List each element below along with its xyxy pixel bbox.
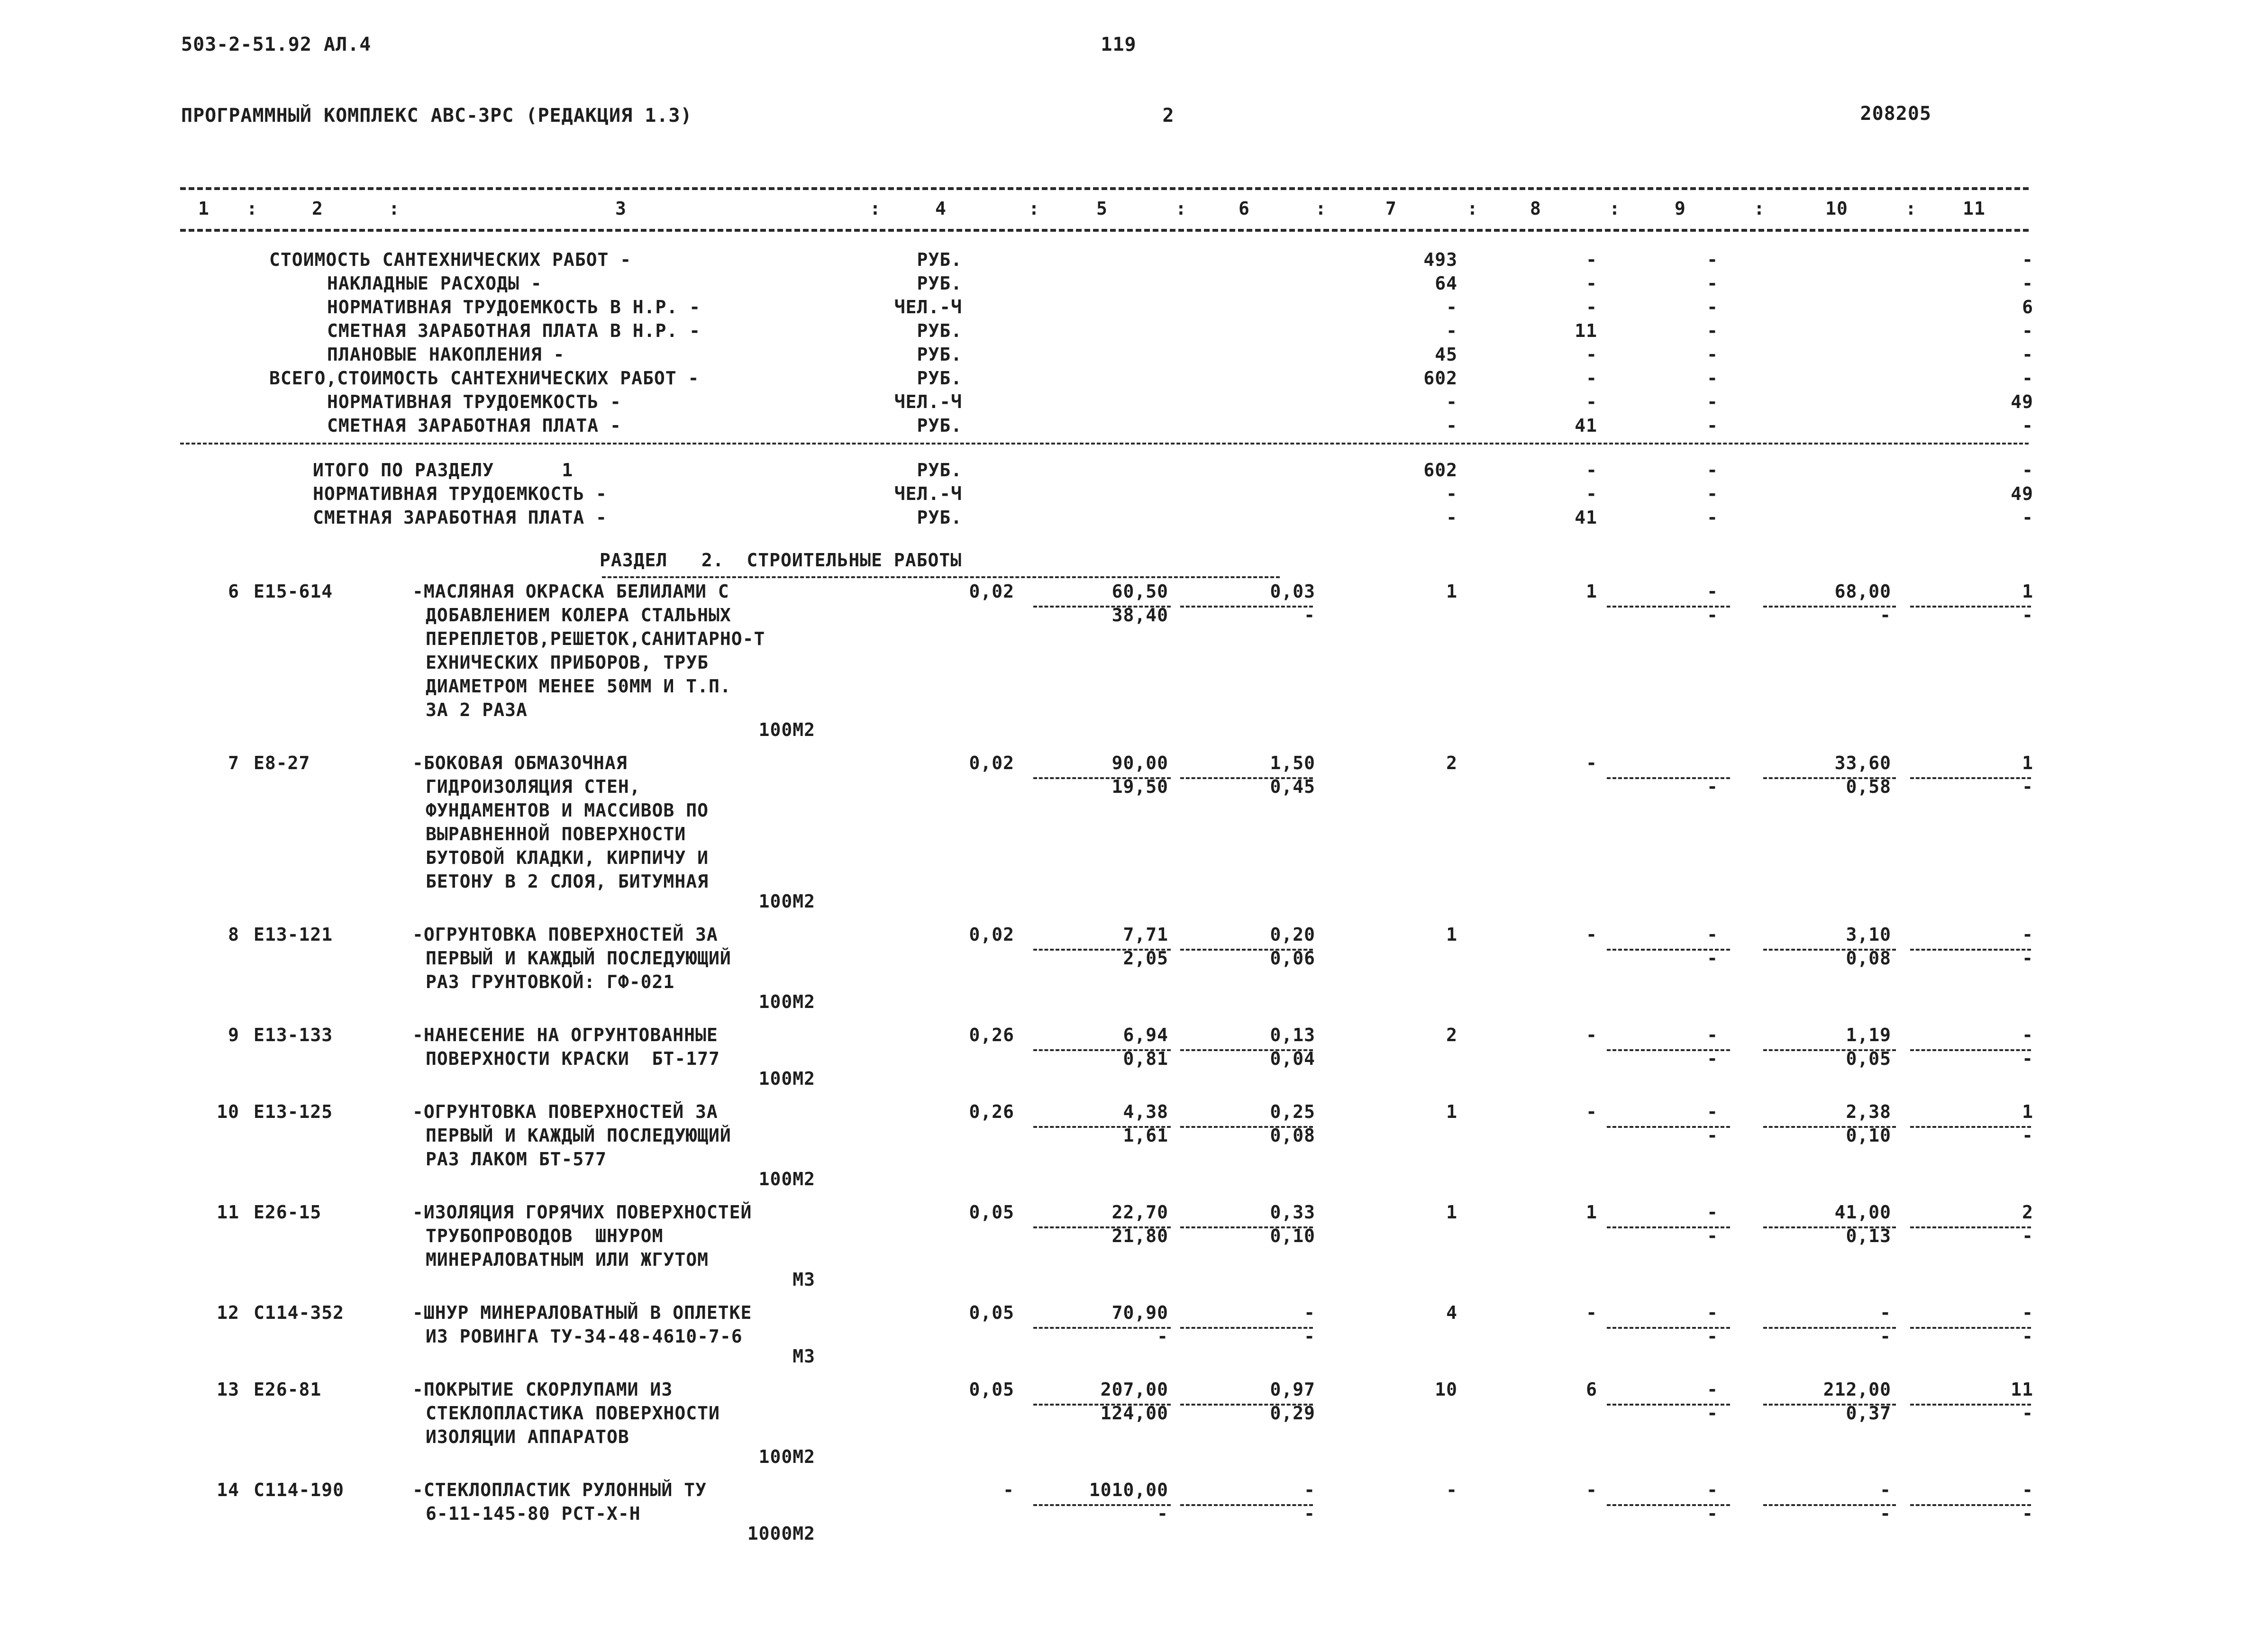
item-number: 6 [228,581,239,602]
column-header-9: 9 [1675,198,1686,219]
item-col5-top: 6,94 [1123,1025,1168,1045]
item-description: СТЕКЛОПЛАСТИКА ПОВЕРХНОСТИ [426,1403,720,1424]
item-col9-bottom: - [1707,1403,1718,1424]
total-col11: - [2022,460,2033,481]
summary-unit: РУБ. [917,415,962,436]
item-col10-top: - [1880,1302,1891,1323]
summary-col9: - [1707,249,1718,270]
summary-col11: - [2022,368,2033,389]
item-description: РАЗ ГРУНТОВКОЙ: ГФ-021 [426,971,675,992]
total-unit: РУБ. [917,507,962,528]
item-quantity: 0,26 [969,1025,1014,1045]
item-col6-top: 0,20 [1270,924,1315,945]
summary-unit: РУБ. [917,368,962,389]
column-header-5: 5 [1096,198,1108,219]
item-description: -НАНЕСЕНИЕ НА ОГРУНТОВАННЫЕ [412,1025,718,1045]
item-description: МИНЕРАЛОВАТНЫМ ИЛИ ЖГУТОМ [426,1249,709,1270]
item-col10-bottom: 0,13 [1846,1225,1891,1246]
item-col6-top: 0,03 [1270,581,1315,602]
item-col11-top: - [2022,1302,2033,1323]
item-col6-top: 0,33 [1270,1202,1315,1223]
item-col6-top: - [1304,1302,1315,1323]
item-col11-bottom: - [2022,1326,2033,1347]
item-col5-bottom: 19,50 [1111,776,1168,797]
item-col11-top: 1 [2022,753,2033,773]
item-col9-bottom: - [1707,776,1718,797]
item-col9-top: - [1707,581,1718,602]
item-col7: 10 [1435,1379,1457,1400]
item-col10-bottom: 0,08 [1846,948,1891,969]
summary-col9: - [1707,391,1718,412]
total-col9: - [1707,460,1718,481]
item-quantity: 0,02 [969,581,1014,602]
summary-col7: 493 [1423,249,1457,270]
summary-col9: - [1707,368,1718,389]
item-col7: 1 [1446,1101,1457,1122]
item-number: 9 [228,1025,239,1045]
summary-col11: - [2022,320,2033,341]
total-label: ИТОГО ПО РАЗДЕЛУ 1 [313,460,574,481]
column-separator: : [870,198,881,219]
item-col5-top: 70,90 [1111,1302,1168,1323]
item-description: -ОГРУНТОВКА ПОВЕРХНОСТЕЙ ЗА [412,924,718,945]
summary-col7: 602 [1423,368,1457,389]
summary-col8: - [1586,368,1597,389]
item-col10-top: 3,10 [1846,924,1891,945]
summary-col11: - [2022,273,2033,294]
summary-col7: - [1446,391,1457,412]
summary-col7: - [1446,320,1457,341]
item-description: ДОБАВЛЕНИЕМ КОЛЕРА СТАЛЬНЫХ [426,605,731,626]
item-col6-top: 0,97 [1270,1379,1315,1400]
total-unit: ЧЕЛ.-Ч [894,483,962,504]
item-unit: 1000М2 [747,1523,815,1544]
summary-unit: РУБ. [917,320,962,341]
item-unit: 100М2 [758,1169,815,1189]
total-col9: - [1707,483,1718,504]
item-col10-bottom: 0,37 [1846,1403,1891,1424]
summary-col7: - [1446,415,1457,436]
item-quantity: - [1003,1480,1014,1500]
item-number: 13 [217,1379,239,1400]
item-col5-top: 7,71 [1123,924,1168,945]
item-description: ТРУБОПРОВОДОВ ШНУРОМ [426,1225,664,1246]
item-code: С114-190 [254,1480,345,1500]
summary-col9: - [1707,415,1718,436]
item-code: Е8-27 [254,753,310,773]
item-col5-bottom: 2,05 [1123,948,1168,969]
item-col8: - [1586,1480,1597,1500]
item-col10-top: - [1880,1480,1891,1500]
item-unit: М3 [792,1269,815,1290]
item-description: ПЕРВЫЙ И КАЖДЫЙ ПОСЛЕДУЮЩИЙ [426,1125,731,1146]
summary-label: ВСЕГО,СТОИМОСТЬ САНТЕХНИЧЕСКИХ РАБОТ - [269,368,700,389]
column-header-1: 1 [198,198,209,219]
item-col5-top: 60,50 [1111,581,1168,602]
summary-col7: 64 [1435,273,1457,294]
item-col11-bottom: - [2022,1125,2033,1146]
column-separator: : [1609,198,1621,219]
total-label: СМЕТНАЯ ЗАРАБОТНАЯ ПЛАТА - [313,507,607,528]
summary-col11: 49 [2011,391,2033,412]
item-col11-bottom: - [2022,1503,2033,1524]
summary-label: СМЕТНАЯ ЗАРАБОТНАЯ ПЛАТА В Н.Р. - [327,320,701,341]
item-quantity: 0,02 [969,924,1014,945]
summary-label: ПЛАНОВЫЕ НАКОПЛЕНИЯ - [327,344,565,365]
item-col6-bottom: 0,06 [1270,948,1315,969]
item-unit: 100М2 [758,991,815,1012]
item-col9-top: - [1707,1025,1718,1045]
item-col10-top: 1,19 [1846,1025,1891,1045]
total-col9: - [1707,507,1718,528]
item-col10-bottom: 0,58 [1846,776,1891,797]
item-description: ЕХНИЧЕСКИХ ПРИБОРОВ, ТРУБ [426,652,709,673]
item-unit: 100М2 [758,891,815,912]
item-code: Е26-81 [254,1379,322,1400]
item-col8: - [1586,1025,1597,1045]
item-col11-top: 1 [2022,1101,2033,1122]
summary-label: СТОИМОСТЬ САНТЕХНИЧЕСКИХ РАБОТ - [269,249,632,270]
table-rule [180,187,2029,190]
item-col6-bottom: 0,29 [1270,1403,1315,1424]
item-col10-top: 68,00 [1834,581,1891,602]
cell-divider [602,576,1280,578]
item-col5-top: 22,70 [1111,1202,1168,1223]
item-col10-top: 41,00 [1834,1202,1891,1223]
column-header-11: 11 [1963,198,1986,219]
item-col6-bottom: 0,45 [1270,776,1315,797]
item-col10-bottom: - [1880,605,1891,626]
total-unit: РУБ. [917,460,962,481]
summary-col8: 41 [1575,415,1597,436]
total-col7: - [1446,507,1457,528]
item-col5-bottom: 0,81 [1123,1048,1168,1069]
item-col6-bottom: - [1304,1503,1315,1524]
item-col8: 6 [1586,1379,1597,1400]
item-description: БЕТОНУ В 2 СЛОЯ, БИТУМНАЯ [426,871,709,892]
item-col10-top: 2,38 [1846,1101,1891,1122]
item-description: БУТОВОЙ КЛАДКИ, КИРПИЧУ И [426,847,709,868]
item-col10-top: 33,60 [1834,753,1891,773]
summary-col9: - [1707,344,1718,365]
item-description: ПЕРВЫЙ И КАЖДЫЙ ПОСЛЕДУЮЩИЙ [426,948,731,969]
item-description: 6-11-145-80 РСТ-Х-Н [426,1503,641,1524]
total-col8: - [1586,483,1597,504]
item-col10-bottom: 0,05 [1846,1048,1891,1069]
summary-unit: ЧЕЛ.-Ч [894,297,962,318]
column-separator: : [1467,198,1478,219]
item-col9-bottom: - [1707,1225,1718,1246]
item-col9-bottom: - [1707,1048,1718,1069]
item-col10-top: 212,00 [1823,1379,1891,1400]
item-col6-top: - [1304,1480,1315,1500]
summary-col11: - [2022,344,2033,365]
table-rule [180,443,2029,445]
item-col11-top: - [2022,1025,2033,1045]
item-col5-bottom: - [1157,1503,1168,1524]
item-col11-bottom: - [2022,1403,2033,1424]
item-col9-top: - [1707,924,1718,945]
item-col5-bottom: 21,80 [1111,1225,1168,1246]
item-description: -ШНУР МИНЕРАЛОВАТНЫЙ В ОПЛЕТКЕ [412,1302,752,1323]
summary-label: НОРМАТИВНАЯ ТРУДОЕМКОСТЬ В Н.Р. - [327,297,701,318]
item-col6-bottom: - [1304,1326,1315,1347]
item-col7: 1 [1446,581,1457,602]
item-col11-bottom: - [2022,1048,2033,1069]
item-description: ГИДРОИЗОЛЯЦИЯ СТЕН, [426,776,641,797]
summary-label: СМЕТНАЯ ЗАРАБОТНАЯ ПЛАТА - [327,415,621,436]
item-quantity: 0,05 [969,1379,1014,1400]
item-col8: - [1586,1302,1597,1323]
summary-col7: 45 [1435,344,1457,365]
item-description: -ИЗОЛЯЦИЯ ГОРЯЧИХ ПОВЕРХНОСТЕЙ [412,1202,752,1223]
summary-unit: РУБ. [917,344,962,365]
item-col6-bottom: 0,04 [1270,1048,1315,1069]
item-col7: 4 [1446,1302,1457,1323]
total-col7: 602 [1423,460,1457,481]
summary-col11: - [2022,249,2033,270]
column-header-2: 2 [312,198,323,219]
item-description: -ПОКРЫТИЕ СКОРЛУПАМИ ИЗ [412,1379,673,1400]
item-col8: - [1586,1101,1597,1122]
summary-col8: - [1586,249,1597,270]
item-unit: М3 [792,1346,815,1367]
column-separator: : [246,198,258,219]
item-col9-top: - [1707,1202,1718,1223]
summary-col11: - [2022,415,2033,436]
item-col11-bottom: - [2022,1225,2033,1246]
summary-col8: - [1586,273,1597,294]
item-col11-top: - [2022,1480,2033,1500]
code-right: 208205 [1860,103,1931,125]
item-col6-bottom: - [1304,605,1315,626]
item-description: -БОКОВАЯ ОБМАЗОЧНАЯ [412,753,628,773]
total-col7: - [1446,483,1457,504]
total-col11: - [2022,507,2033,528]
item-col5-top: 207,00 [1100,1379,1168,1400]
item-col11-top: - [2022,924,2033,945]
item-description: -ОГРУНТОВКА ПОВЕРХНОСТЕЙ ЗА [412,1101,718,1122]
column-separator: : [1905,198,1917,219]
item-col10-bottom: 0,10 [1846,1125,1891,1146]
item-col9-top: - [1707,1302,1718,1323]
summary-label: НОРМАТИВНАЯ ТРУДОЕМКОСТЬ - [327,391,621,412]
summary-col8: - [1586,344,1597,365]
item-col8: 1 [1586,581,1597,602]
item-number: 14 [217,1480,239,1500]
item-col9-bottom: - [1707,1503,1718,1524]
summary-col11: 6 [2022,297,2033,318]
summary-unit: РУБ. [917,273,962,294]
column-header-7: 7 [1385,198,1397,219]
item-col6-bottom: 0,10 [1270,1225,1315,1246]
item-col7: 2 [1446,1025,1457,1045]
summary-unit: РУБ. [917,249,962,270]
item-quantity: 0,05 [969,1202,1014,1223]
table-rule [180,229,2029,232]
item-col7: 2 [1446,753,1457,773]
item-number: 7 [228,753,239,773]
total-col8: 41 [1575,507,1597,528]
item-col9-bottom: - [1707,948,1718,969]
item-col6-bottom: 0,08 [1270,1125,1315,1146]
item-col11-bottom: - [2022,948,2033,969]
item-col11-top: 11 [2011,1379,2033,1400]
item-code: Е13-133 [254,1025,333,1045]
summary-col8: - [1586,391,1597,412]
item-unit: 100М2 [758,1068,815,1089]
item-description: РАЗ ЛАКОМ БТ-577 [426,1149,607,1170]
item-col9-bottom: - [1707,605,1718,626]
total-col8: - [1586,460,1597,481]
item-col5-top: 1010,00 [1089,1480,1168,1500]
item-col5-bottom: - [1157,1326,1168,1347]
item-description: ПЕРЕПЛЕТОВ,РЕШЕТОК,САНИТАРНО-Т [426,628,765,649]
item-quantity: 0,02 [969,753,1014,773]
total-label: НОРМАТИВНАЯ ТРУДОЕМКОСТЬ - [313,483,607,504]
item-code: Е13-125 [254,1101,333,1122]
item-col7: 1 [1446,924,1457,945]
item-code: С114-352 [254,1302,345,1323]
column-header-6: 6 [1239,198,1250,219]
item-col5-top: 90,00 [1111,753,1168,773]
item-col9-bottom: - [1707,1125,1718,1146]
summary-col7: - [1446,297,1457,318]
item-col11-bottom: - [2022,776,2033,797]
summary-col8: - [1586,297,1597,318]
item-col7: - [1446,1480,1457,1500]
item-description: ИЗ РОВИНГА ТУ-34-48-4610-7-6 [426,1326,743,1347]
summary-col9: - [1707,320,1718,341]
item-col5-bottom: 1,61 [1123,1125,1168,1146]
summary-col8: 11 [1575,320,1597,341]
item-description: ЗА 2 РАЗА [426,699,528,720]
item-col5-bottom: 38,40 [1111,605,1168,626]
item-unit: 100М2 [758,1446,815,1467]
item-code: Е26-15 [254,1202,322,1223]
summary-label: НАКЛАДНЫЕ РАСХОДЫ - [327,273,542,294]
item-quantity: 0,05 [969,1302,1014,1323]
item-col9-top: - [1707,1480,1718,1500]
item-description: ПОВЕРХНОСТИ КРАСКИ БТ-177 [426,1048,720,1069]
item-quantity: 0,26 [969,1101,1014,1122]
item-code: Е15-614 [254,581,333,602]
item-number: 8 [228,924,239,945]
sheet-number: 2 [1162,105,1175,127]
summary-col9: - [1707,297,1718,318]
item-number: 10 [217,1101,239,1122]
item-description: ВЫРАВНЕННОЙ ПОВЕРХНОСТИ [426,824,686,844]
column-header-4: 4 [935,198,947,219]
item-number: 11 [217,1202,239,1223]
item-col6-top: 0,25 [1270,1101,1315,1122]
item-col9-top: - [1707,1101,1718,1122]
item-col8: - [1586,753,1597,773]
item-unit: 100М2 [758,719,815,740]
column-header-3: 3 [615,198,627,219]
item-description: -СТЕКЛОПЛАСТИК РУЛОННЫЙ ТУ [412,1480,707,1500]
total-col11: 49 [2011,483,2033,504]
item-description: ИЗОЛЯЦИИ АППАРАТОВ [426,1426,629,1447]
column-separator: : [389,198,400,219]
summary-col9: - [1707,273,1718,294]
item-col11-top: 2 [2022,1202,2033,1223]
column-header-10: 10 [1825,198,1848,219]
doc-code: 503-2-51.92 АЛ.4 [181,34,372,55]
item-col10-bottom: - [1880,1326,1891,1347]
section-title: РАЗДЕЛ 2. СТРОИТЕЛЬНЫЕ РАБОТЫ [600,550,962,571]
program-title: ПРОГРАММНЫЙ КОМПЛЕКС АВС-3РС (РЕДАКЦИЯ 1.3) [181,105,692,127]
summary-unit: ЧЕЛ.-Ч [894,391,962,412]
item-description: -МАСЛЯНАЯ ОКРАСКА БЕЛИЛАМИ С [412,581,729,602]
item-col8: 1 [1586,1202,1597,1223]
item-code: Е13-121 [254,924,333,945]
item-description: ФУНДАМЕНТОВ И МАССИВОВ ПО [426,800,709,821]
column-separator: : [1754,198,1765,219]
column-separator: : [1029,198,1040,219]
column-header-8: 8 [1530,198,1541,219]
page-number: 119 [1101,34,1137,55]
item-col11-bottom: - [2022,605,2033,626]
item-col7: 1 [1446,1202,1457,1223]
item-col9-bottom: - [1707,1326,1718,1347]
item-number: 12 [217,1302,239,1323]
item-description: ДИАМЕТРОМ МЕНЕЕ 50ММ И Т.П. [426,676,731,697]
column-separator: : [1175,198,1187,219]
item-col9-top: - [1707,1379,1718,1400]
item-col10-bottom: - [1880,1503,1891,1524]
item-col5-top: 4,38 [1123,1101,1168,1122]
item-col5-bottom: 124,00 [1100,1403,1168,1424]
item-col6-top: 1,50 [1270,753,1315,773]
item-col6-top: 0,13 [1270,1025,1315,1045]
column-separator: : [1315,198,1327,219]
item-col11-top: 1 [2022,581,2033,602]
item-col8: - [1586,924,1597,945]
